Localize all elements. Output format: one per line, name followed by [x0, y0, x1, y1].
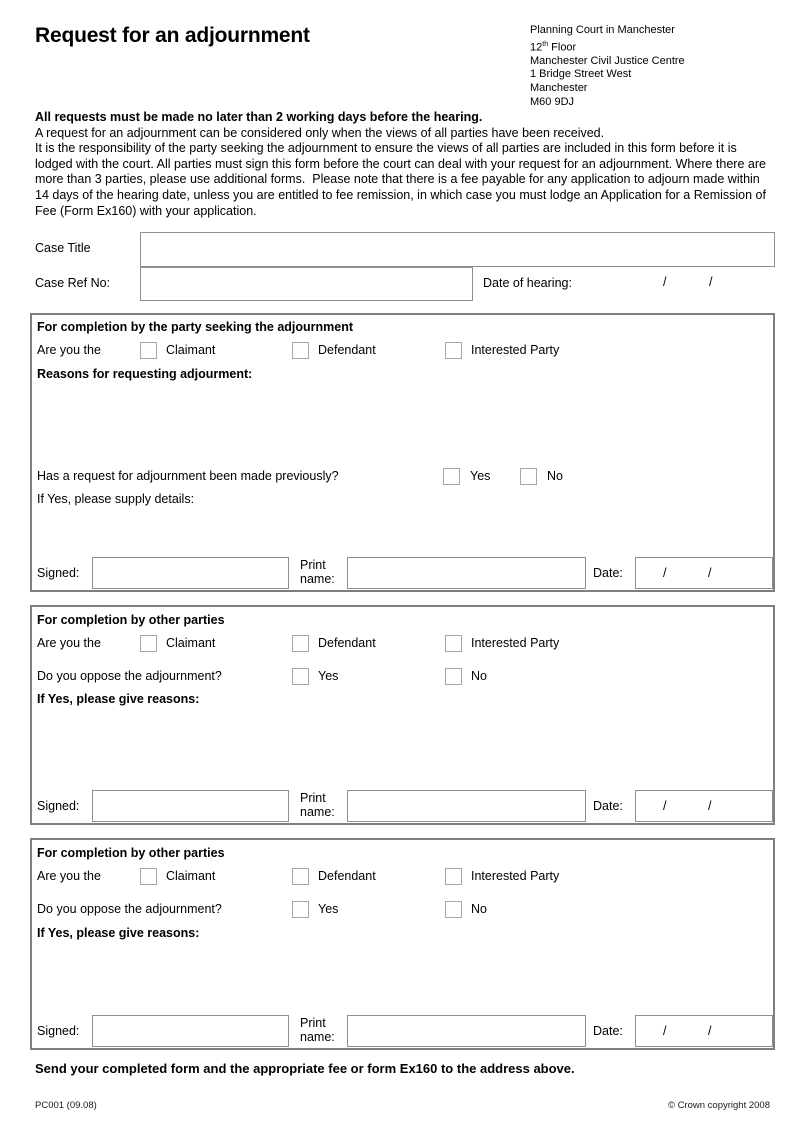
date-label: Date:: [593, 799, 623, 813]
claimant-label: Claimant: [166, 869, 216, 883]
section-heading: For completion by the party seeking the adjournment: [37, 320, 354, 334]
hearing-date-field[interactable]: [630, 271, 770, 295]
page-title: Request for an adjournment: [35, 24, 310, 47]
case-ref-input[interactable]: [140, 267, 473, 301]
address-line: M60 9DJ: [530, 95, 575, 108]
intro-text: [35, 110, 774, 219]
signature-input[interactable]: [92, 790, 289, 822]
intro-rule-line: All requests must be made no later than 2 working days before the hearing.: [35, 110, 483, 124]
section-other-parties-1: [30, 605, 775, 825]
are-you-the-label: Are you the: [37, 343, 101, 357]
print-name-label: Print name:: [300, 558, 335, 586]
interested-party-label: Interested Party: [471, 869, 560, 883]
no-label: No: [471, 902, 487, 916]
oppose-question: Do you oppose the adjournment?: [37, 902, 222, 916]
oppose-yes-checkbox[interactable]: [292, 901, 309, 918]
oppose-question: Do you oppose the adjournment?: [37, 669, 222, 683]
intro-paragraph-2: It is the responsibility of the party seeking the adjournment to ensure the views of all parties are included in this form before it is lodged with the court. All parties must sign this form before the court can deal with your request for an adjournment. Where there are more than 3 parties, please use additional forms. Please note that there is a fee payable for any application to adjourn made within 14 days of the hearing date, unless you are entitled to fee remission, in which case you must lodge an Application for a Remission of Fee (Form Ex160) with your application.: [35, 141, 770, 218]
intro-paragraph-1: A request for an adjournment can be considered only when the views of all parties have been received.: [35, 125, 605, 140]
section-other-parties-2: [30, 838, 775, 1050]
no-label: No: [547, 469, 563, 483]
interested-party-label: Interested Party: [471, 343, 560, 357]
yes-label: Yes: [470, 469, 491, 483]
if-yes-label: If Yes, please supply details:: [37, 492, 195, 506]
date-slash: /: [708, 566, 712, 580]
send-instruction: Send your completed form and the appropriate fee or form Ex160 to the address above.: [35, 1061, 575, 1076]
party-type-row: [32, 868, 773, 885]
address-line: Planning Court in Manchester: [530, 24, 675, 36]
signature-input[interactable]: [92, 557, 289, 589]
if-yes-label: If Yes, please give reasons:: [37, 926, 200, 940]
case-title-input[interactable]: [140, 232, 775, 267]
interested-party-checkbox[interactable]: [445, 342, 462, 359]
party-type-row: [32, 635, 773, 652]
case-title-label: Case Title: [35, 241, 91, 255]
claimant-label: Claimant: [166, 343, 216, 357]
date-slash: /: [708, 799, 712, 813]
oppose-no-checkbox[interactable]: [445, 901, 462, 918]
defendant-checkbox[interactable]: [292, 868, 309, 885]
print-name-input[interactable]: [347, 557, 586, 589]
court-address-block: [530, 24, 685, 109]
print-name-label: Print name:: [300, 791, 335, 819]
previous-request-row: [32, 468, 773, 485]
section-heading: For completion by other parties: [37, 613, 225, 627]
reasons-text-area[interactable]: [37, 385, 767, 465]
yes-label: Yes: [318, 902, 339, 916]
print-name-input[interactable]: [347, 790, 586, 822]
claimant-checkbox[interactable]: [140, 868, 157, 885]
no-label: No: [471, 669, 487, 683]
claimant-checkbox[interactable]: [140, 635, 157, 652]
defendant-checkbox[interactable]: [292, 342, 309, 359]
are-you-the-label: Are you the: [37, 869, 101, 883]
section-seeking-party: [30, 313, 775, 592]
address-line: Manchester Civil Justice Centre: [530, 54, 685, 67]
reasons-text-area[interactable]: [37, 711, 767, 786]
signature-row: [32, 788, 773, 823]
party-type-row: [32, 342, 773, 359]
defendant-label: Defendant: [318, 343, 376, 357]
date-slash: /: [663, 275, 667, 289]
interested-party-checkbox[interactable]: [445, 635, 462, 652]
signature-row: [32, 1013, 773, 1048]
print-name-input[interactable]: [347, 1015, 586, 1047]
interested-party-checkbox[interactable]: [445, 868, 462, 885]
yes-label: Yes: [318, 669, 339, 683]
form-code: PC001 (09.08): [35, 1100, 97, 1111]
print-name-label: Print name:: [300, 1016, 335, 1044]
oppose-row: [32, 668, 773, 685]
address-line: 12th Floor: [530, 40, 577, 54]
signed-label: Signed:: [37, 799, 80, 813]
copyright-notice: © Crown copyright 2008: [667, 1100, 770, 1111]
reasons-label: Reasons for requesting adjourment:: [37, 367, 253, 381]
defendant-checkbox[interactable]: [292, 635, 309, 652]
date-input[interactable]: [635, 790, 773, 822]
signature-input[interactable]: [92, 1015, 289, 1047]
address-line: 1 Bridge Street West: [530, 68, 632, 81]
date-label: Date:: [593, 1024, 623, 1038]
previous-request-question: Has a request for adjournment been made previously?: [37, 469, 339, 483]
signed-label: Signed:: [37, 566, 80, 580]
date-slash: /: [663, 566, 667, 580]
oppose-row: [32, 901, 773, 918]
date-slash: /: [663, 799, 667, 813]
if-yes-label: If Yes, please give reasons:: [37, 692, 200, 706]
claimant-checkbox[interactable]: [140, 342, 157, 359]
claimant-label: Claimant: [166, 636, 216, 650]
case-ref-label: Case Ref No:: [35, 276, 111, 290]
date-slash: /: [663, 1024, 667, 1038]
oppose-no-checkbox[interactable]: [445, 668, 462, 685]
signed-label: Signed:: [37, 1024, 80, 1038]
date-input[interactable]: [635, 1015, 773, 1047]
hearing-date-label: Date of hearing:: [483, 276, 572, 290]
are-you-the-label: Are you the: [37, 636, 101, 650]
interested-party-label: Interested Party: [471, 636, 560, 650]
date-slash: /: [708, 1024, 712, 1038]
reasons-text-area[interactable]: [37, 945, 767, 1010]
date-label: Date:: [593, 566, 623, 580]
details-text-area[interactable]: [37, 511, 767, 556]
previous-no-checkbox[interactable]: [520, 468, 537, 485]
date-input[interactable]: [635, 557, 773, 589]
defendant-label: Defendant: [318, 869, 376, 883]
oppose-yes-checkbox[interactable]: [292, 668, 309, 685]
address-line: Manchester: [530, 82, 588, 95]
defendant-label: Defendant: [318, 636, 376, 650]
previous-yes-checkbox[interactable]: [443, 468, 460, 485]
section-heading: For completion by other parties: [37, 846, 225, 860]
signature-row: [32, 555, 773, 590]
date-slash: /: [709, 275, 713, 289]
